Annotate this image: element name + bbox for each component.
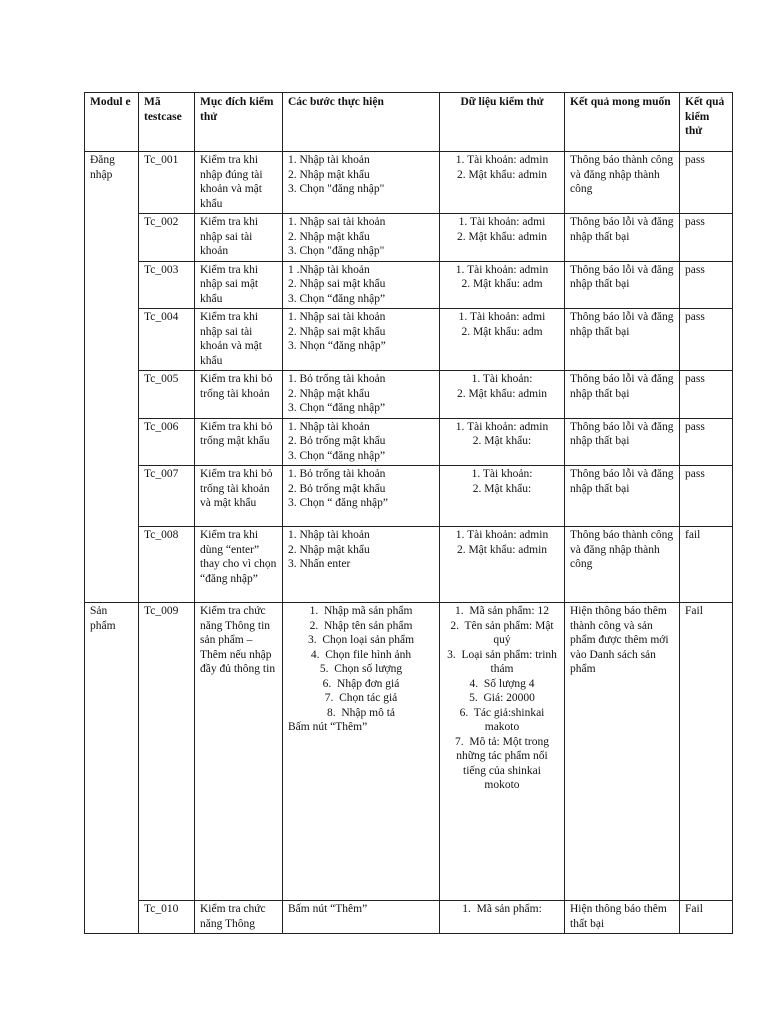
cell-line: 3. Chọn “đăng nhập”	[288, 292, 386, 305]
module-cell: Đăng nhập	[85, 152, 139, 603]
test-case-table	[84, 92, 733, 934]
module-cell: Sản phẩm	[85, 603, 139, 934]
cell-line: 1. Nhập tài khoản	[288, 154, 370, 166]
testcase-id-cell: Tc_009	[139, 603, 195, 901]
table-row	[85, 603, 733, 901]
cell-line: 2. Bỏ trống mật khẩu	[288, 435, 386, 447]
cell-line: 3. Chọn “đăng nhập”	[288, 449, 386, 462]
cell-line: 6. Nhập đơn giá	[322, 677, 400, 690]
actual-result-cell: Fail	[680, 603, 733, 901]
cell-line: 2. Nhập sai mật khẩu	[288, 278, 386, 290]
cell-line: 2. Mật khẩu:	[472, 435, 532, 447]
expected-result-cell: Thông báo lỗi và đăng nhập thất bại	[565, 309, 680, 371]
steps-cell	[283, 603, 440, 901]
cell-line: 1. Tài khoản:	[471, 373, 533, 385]
cell-line: 4. Chọn file hình ảnh	[310, 648, 412, 661]
purpose-cell: Kiểm tra khi nhập sai tài khoản và mật khẩu	[195, 309, 283, 371]
purpose-cell: Kiểm tra khi nhập đúng tài khoản và mật khẩu	[195, 152, 283, 214]
header-result: Kết quả kiểm thử	[680, 93, 733, 152]
cell-line: 3. Chọn “đăng nhập”	[288, 402, 386, 414]
cell-line: 2. Mật khẩu: admin	[456, 543, 548, 556]
cell-line: 1. Nhập mã sản phẩm	[309, 605, 413, 617]
cell-line: 1. Mã sản phẩm:	[462, 903, 542, 915]
table-row	[85, 152, 733, 214]
cell-line: 3. Nhọn “đăng nhập”	[288, 340, 386, 352]
purpose-cell: Kiểm tra chức năng Thông	[195, 901, 283, 934]
cell-line: 1. Nhập sai tài khoản	[288, 311, 386, 323]
steps-cell	[283, 261, 440, 309]
cell-line: 1. Nhập sai tài khoản	[288, 216, 386, 228]
cell-line: 7. Chọn tác giả	[324, 692, 398, 704]
purpose-cell: Kiểm tra khi bỏ trống tài khoản và mật khẩu	[195, 466, 283, 527]
expected-result-cell: Thông báo lỗi và đăng nhập thất bại	[565, 371, 680, 419]
cell-line: 1 .Nhập tài khoản	[288, 263, 370, 276]
purpose-cell: Kiểm tra khi bỏ trống mật khẩu	[195, 418, 283, 466]
cell-line: 2. Mật khẩu: adm	[461, 278, 543, 290]
testcase-id-cell: Tc_010	[139, 901, 195, 934]
test-data-cell	[440, 371, 565, 419]
steps-cell	[283, 527, 440, 603]
cell-line: Bấm nút “Thêm”	[288, 903, 368, 915]
test-data-cell	[440, 466, 565, 527]
header-test-data: Dữ liệu kiểm thử	[440, 93, 565, 152]
cell-line: 2. Nhập sai mật khẩu	[288, 325, 386, 338]
expected-result-cell: Hiện thông báo thêm thành công và sản phẩm được thêm mới vào Danh sách sản phẩm	[565, 603, 680, 901]
cell-line: 3. Loại sản phẩm: trinh thám	[447, 648, 560, 675]
testcase-id-cell: Tc_006	[139, 418, 195, 466]
cell-line: 1. Tài khoản:	[471, 468, 533, 480]
testcase-id-cell: Tc_001	[139, 152, 195, 214]
steps-cell	[283, 418, 440, 466]
steps-cell	[283, 309, 440, 371]
table-row	[85, 418, 733, 466]
cell-line: 5. Giá: 20000	[469, 692, 535, 704]
header-testcase-id: Mã testcase	[139, 93, 195, 152]
cell-line: 1. Tài khoản: admin	[455, 529, 549, 541]
cell-line: 1. Mã sản phẩm: 12	[455, 605, 549, 617]
table-row	[85, 901, 733, 934]
cell-line: 1. Nhập tài khoản	[288, 529, 370, 541]
expected-result-cell: Hiện thông báo thêm thất bại	[565, 901, 680, 934]
actual-result-cell: pass	[680, 261, 733, 309]
test-data-cell	[440, 418, 565, 466]
cell-line: 1. Tài khoản: admin	[455, 420, 549, 433]
actual-result-cell: fail	[680, 527, 733, 603]
steps-cell	[283, 152, 440, 214]
table-row	[85, 527, 733, 603]
test-data-cell	[440, 152, 565, 214]
purpose-cell: Kiểm tra khi nhập sai tài khoản	[195, 214, 283, 262]
purpose-cell: Kiểm tra khi bỏ trống tài khoản	[195, 371, 283, 419]
header-steps: Các bước thực hiện	[283, 93, 440, 152]
expected-result-cell: Thông báo thành công và đăng nhập thành công	[565, 152, 680, 214]
purpose-cell: Kiểm tra khi nhập sai mật khẩu	[195, 261, 283, 309]
steps-cell	[283, 214, 440, 262]
actual-result-cell: pass	[680, 152, 733, 214]
cell-line: 3. Nhấn enter	[288, 558, 351, 570]
cell-line: 2. Nhập mật khẩu	[288, 168, 370, 181]
testcase-id-cell: Tc_002	[139, 214, 195, 262]
cell-line: 2. Mật khẩu: admin	[456, 230, 548, 243]
test-data-cell	[440, 214, 565, 262]
test-data-cell	[440, 261, 565, 309]
cell-line: 2. Nhập mật khẩu	[288, 230, 370, 243]
testcase-id-cell: Tc_004	[139, 309, 195, 371]
expected-result-cell: Thông báo lỗi và đăng nhập thất bại	[565, 214, 680, 262]
cell-line: 1. Tài khoản: admi	[458, 216, 546, 228]
header-expected: Kết quả mong muốn	[565, 93, 680, 152]
cell-line: 1. Bỏ trống tài khoản	[288, 468, 386, 480]
table-row	[85, 466, 733, 527]
actual-result-cell: pass	[680, 371, 733, 419]
cell-line: 2. Bỏ trống mật khẩu	[288, 482, 386, 495]
table-row	[85, 309, 733, 371]
cell-line: 3. Chọn "đăng nhập"	[288, 183, 385, 195]
cell-line: 2. Tên sản phẩm: Mật quỷ	[450, 619, 557, 646]
testcase-id-cell: Tc_003	[139, 261, 195, 309]
cell-line: 7. Mô tả: Một trong những tác phẩm nổi tiếng của shinkai mokoto	[455, 735, 552, 791]
expected-result-cell: Thông báo lỗi và đăng nhập thất bại	[565, 418, 680, 466]
actual-result-cell: pass	[680, 466, 733, 527]
actual-result-cell: pass	[680, 214, 733, 262]
cell-line: 3. Chọn “ đăng nhập”	[288, 497, 388, 509]
expected-result-cell: Thông báo lỗi và đăng nhập thất bại	[565, 466, 680, 527]
table-row	[85, 371, 733, 419]
cell-line: 5. Chọn số lượng	[319, 663, 403, 675]
cell-line: 2. Mật khẩu:	[472, 482, 532, 495]
cell-line: 2. Nhập mật khẩu	[288, 543, 370, 556]
actual-result-cell: pass	[680, 418, 733, 466]
cell-line: 2. Nhập tên sản phẩm	[309, 619, 413, 632]
steps-cell	[283, 901, 440, 934]
cell-line: 1. Tài khoản: admin	[455, 154, 549, 166]
testcase-id-cell: Tc_007	[139, 466, 195, 527]
test-data-cell	[440, 527, 565, 603]
actual-result-cell: pass	[680, 309, 733, 371]
cell-line: 3. Chọn loại sản phẩm	[307, 634, 415, 646]
header-module: Modul e	[85, 93, 139, 152]
cell-line: 8. Nhập mô tả	[326, 706, 396, 719]
cell-line: 1. Bỏ trống tài khoản	[288, 373, 386, 385]
cell-line: 1. Tài khoản: admin	[455, 263, 549, 276]
header-purpose: Mục đích kiểm thử	[195, 93, 283, 152]
table-row	[85, 214, 733, 262]
table-header-row	[85, 93, 733, 152]
cell-line: 1. Nhập tài khoản	[288, 420, 370, 433]
cell-line: 3. Chọn "đăng nhập"	[288, 245, 385, 257]
cell-line: 2. Nhập mật khẩu	[288, 387, 370, 400]
actual-result-cell: Fail	[680, 901, 733, 934]
cell-line: Bấm nút “Thêm”	[288, 721, 368, 733]
cell-line: 2. Mật khẩu: adm	[461, 325, 543, 338]
table-row	[85, 261, 733, 309]
expected-result-cell: Thông báo thành công và đăng nhập thành công	[565, 527, 680, 603]
cell-line: 4. Số lượng 4	[469, 677, 535, 690]
expected-result-cell: Thông báo lỗi và đăng nhập thất bại	[565, 261, 680, 309]
testcase-id-cell: Tc_005	[139, 371, 195, 419]
test-data-cell	[440, 603, 565, 901]
cell-line: 2. Mật khẩu: admin	[456, 387, 548, 400]
test-data-cell	[440, 309, 565, 371]
steps-cell	[283, 371, 440, 419]
testcase-id-cell: Tc_008	[139, 527, 195, 603]
steps-cell	[283, 466, 440, 527]
purpose-cell: Kiểm tra chức năng Thông tin sản phẩm – Thêm nếu nhập đầy đủ thông tin	[195, 603, 283, 901]
test-data-cell	[440, 901, 565, 934]
cell-line: 2. Mật khẩu: admin	[456, 168, 548, 181]
cell-line: 6. Tác giả:shinkai makoto	[459, 706, 548, 733]
cell-line: 1. Tài khoản: admi	[458, 311, 546, 323]
purpose-cell: Kiểm tra khi dùng “enter” thay cho vì chọn “đăng nhập”	[195, 527, 283, 603]
